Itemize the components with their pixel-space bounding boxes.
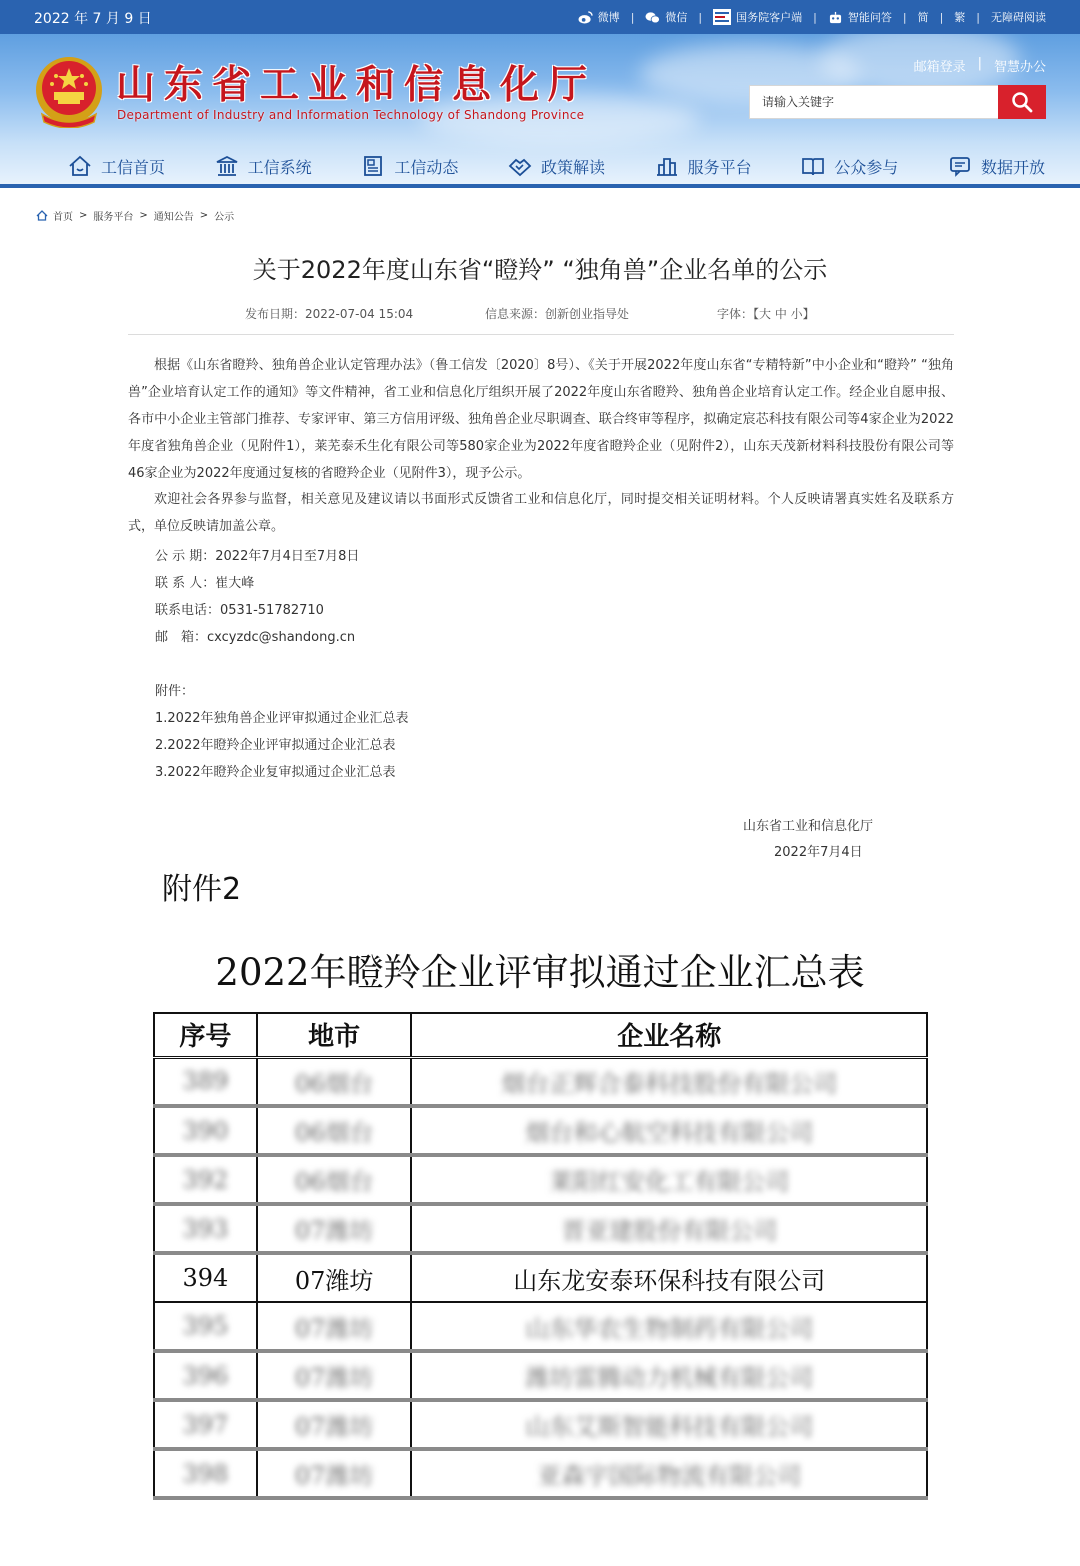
- breadcrumb-service[interactable]: 服务平台: [93, 212, 134, 223]
- top-separator: |: [813, 10, 817, 24]
- nav-item-data[interactable]: [948, 146, 1045, 186]
- cell-number: 398: [154, 1449, 257, 1498]
- attachment-link[interactable]: 2.2022年瞪羚企业评审拟通过企业汇总表: [155, 738, 396, 753]
- nav-item-system[interactable]: [215, 146, 312, 186]
- search-input[interactable]: [750, 86, 998, 118]
- cell-city: 06烟台: [257, 1057, 412, 1106]
- table-row: [154, 1155, 927, 1204]
- cell-number: 395: [154, 1302, 257, 1351]
- home-icon: [68, 155, 92, 177]
- top-separator: |: [902, 10, 907, 24]
- signature-org: 山东省工业和信息化厅: [743, 819, 874, 834]
- breadcrumb: [36, 208, 234, 223]
- cell-company-name: 山东华农生物制药有限公司: [411, 1302, 927, 1351]
- site-header: [0, 34, 1080, 186]
- cell-number: 389: [154, 1057, 257, 1106]
- cell-company-name: 莱阳红安化工有限公司: [411, 1155, 927, 1204]
- nav-label: 服务平台: [687, 157, 752, 177]
- robot-icon: [828, 11, 843, 24]
- site-name-english: Department of Industry and Information Technology of Shandong Province: [117, 108, 585, 122]
- cell-number: 396: [154, 1351, 257, 1400]
- enterprise-table: [153, 1012, 928, 1500]
- cell-city: 07潍坊: [257, 1302, 412, 1351]
- article-paragraph: 根据《山东省瞪羚、独角兽企业认定管理办法》（鲁工信发〔2020〕8号）、《关于开展2022年度山东省“专精特新”中小企业和“瞪羚” “独角兽”企业培育认定工作的通知》等文件精神，省工业和信息化厅组织开展了2022年度山东省瞪羚、独角兽企业培育认定工作。经企业自愿申报、各市中小企业主管部门推荐、专家评审、第三方信用评级、独角兽企业尽职调查、联合终审等程序，拟确定宸芯科技有限公司等4家企业为2022年度省独角兽企业（见附件1），莱芜泰禾生化有限公司等580家企业为2022年度省瞪羚企业（见附件2），山东天茂新材料科技股份有限公司等46家企业为2022年度通过复核的省瞪羚企业（见附件3），现予公示。: [128, 358, 954, 481]
- search-box: [749, 85, 1046, 119]
- search-button[interactable]: [998, 85, 1046, 119]
- cell-city: 07潍坊: [257, 1253, 412, 1302]
- table-row: [154, 1253, 927, 1302]
- cell-number: 390: [154, 1106, 257, 1155]
- table-body: [154, 1057, 927, 1498]
- top-links: [578, 9, 1046, 25]
- breadcrumb-separator: >: [139, 210, 148, 221]
- top-separator: |: [698, 10, 703, 24]
- cell-company-name: 亚森宇国际物流有限公司: [411, 1449, 927, 1498]
- site-name[interactable]: 山东省工业和信息化厅: [116, 62, 597, 108]
- handshake-icon: [508, 155, 532, 177]
- attachment-link[interactable]: 1.2022年独角兽企业评审拟通过企业汇总表: [155, 711, 409, 726]
- article-title: 关于2022年度山东省“瞪羚” “独角兽”企业名单的公示: [252, 256, 828, 284]
- cell-number: 397: [154, 1400, 257, 1449]
- attachment-title: 2022年瞪羚企业评审拟通过企业汇总表: [215, 951, 865, 994]
- nav-label: 数据开放: [980, 157, 1045, 177]
- cell-company-name: 晋亚建股份有限公司: [411, 1204, 927, 1253]
- gov-app-icon: [713, 9, 731, 25]
- header-no: 序号: [154, 1013, 257, 1057]
- weibo-icon: [578, 11, 593, 24]
- cell-city: 07潍坊: [257, 1351, 412, 1400]
- info-source: 信息来源：创新创业指导处: [485, 307, 630, 321]
- table-row: [154, 1057, 927, 1106]
- header-company: 企业名称: [411, 1013, 927, 1057]
- nav-label: 政策解读: [540, 157, 605, 177]
- search-icon: [1011, 91, 1033, 113]
- gov-app-label: 国务院客户端: [736, 11, 803, 24]
- nav-item-home[interactable]: [68, 146, 165, 186]
- accessible-reading-link[interactable]: 无障碍阅读: [991, 11, 1046, 24]
- cell-city: 06烟台: [257, 1155, 412, 1204]
- table-header-row: [154, 1013, 927, 1057]
- top-separator: |: [630, 10, 635, 24]
- breadcrumb-separator: >: [199, 210, 209, 221]
- wechat-label: 微信: [665, 11, 688, 24]
- breadcrumb-home[interactable]: 首页: [53, 212, 73, 223]
- attachment-label: 附件2: [162, 872, 242, 907]
- building-icon: [215, 155, 239, 177]
- contact-phone: 联系电话：0531-51782710: [155, 603, 324, 618]
- attachment-link[interactable]: 3.2022年瞪羚企业复审拟通过企业汇总表: [155, 765, 396, 780]
- table-row: [154, 1204, 927, 1253]
- cell-city: 07潍坊: [257, 1400, 412, 1449]
- ai-qa-label: 智能问答: [847, 11, 892, 24]
- breadcrumb-current[interactable]: 公示: [214, 212, 235, 223]
- chat-icon: [948, 155, 972, 177]
- home-icon: [36, 210, 48, 221]
- top-bar: [0, 0, 1080, 34]
- cell-city: 07潍坊: [257, 1204, 412, 1253]
- notice-period: 公 示 期：2022年7月4日至7月8日: [155, 549, 360, 564]
- smart-office-link[interactable]: 智慧办公: [993, 60, 1046, 75]
- weibo-link[interactable]: [578, 9, 620, 25]
- nav-label: 公众参与: [834, 157, 899, 177]
- nav-item-news[interactable]: [361, 146, 458, 186]
- cell-city: 07潍坊: [257, 1449, 412, 1498]
- table-row: [154, 1302, 927, 1351]
- cell-company-name: 烟台正辉合泰科技股份有限公司: [411, 1057, 927, 1106]
- news-icon: [361, 155, 385, 177]
- main-nav: [0, 146, 1080, 186]
- cell-company-name: 山东艾斯智能科技有限公司: [411, 1400, 927, 1449]
- cell-company-name: 潍坊雷腾动力机械有限公司: [411, 1351, 927, 1400]
- cell-company-name: 山东龙安泰环保科技有限公司: [411, 1253, 927, 1302]
- wechat-icon: [645, 11, 660, 24]
- breadcrumb-separator: >: [79, 210, 88, 221]
- table-row: [154, 1351, 927, 1400]
- attachments-label: 附件：: [155, 684, 195, 699]
- nav-label: 工信系统: [247, 157, 312, 177]
- ai-qa-link[interactable]: [828, 9, 892, 25]
- contact-person: 联 系 人：崔大峰: [155, 576, 255, 591]
- top-separator: |: [976, 10, 980, 24]
- contact-email: 邮 箱：cxcyzdc@shandong.cn: [155, 630, 356, 645]
- current-date: 2022 年 7 月 9 日: [34, 11, 152, 27]
- nav-item-public[interactable]: [801, 146, 898, 186]
- header-separator: |: [977, 56, 982, 71]
- nav-underline: [0, 184, 1080, 188]
- table-row: [154, 1106, 927, 1155]
- nav-item-service[interactable]: [655, 146, 752, 186]
- cell-number: 392: [154, 1155, 257, 1204]
- cell-number: 393: [154, 1204, 257, 1253]
- gov-app-link[interactable]: [713, 9, 802, 25]
- title-divider: [128, 334, 954, 335]
- cell-city: 06烟台: [257, 1106, 412, 1155]
- font-size-control[interactable]: 字体：【大 中 小】: [717, 307, 815, 321]
- table-row: [154, 1400, 927, 1449]
- signature-date: 2022年7月4日: [774, 845, 863, 860]
- national-emblem-icon[interactable]: [34, 56, 104, 128]
- top-separator: |: [939, 10, 944, 24]
- nav-label: 工信动态: [394, 157, 459, 177]
- breadcrumb-notice[interactable]: 通知公告: [153, 212, 194, 223]
- book-icon: [801, 155, 825, 177]
- header-links: [914, 56, 1046, 75]
- wechat-link[interactable]: [645, 9, 687, 25]
- article-paragraph: 欢迎社会各界参与监督，相关意见及建议请以书面形式反馈省工业和信息化厅，同时提交相关证明材料。个人反映请署真实姓名及联系方式，单位反映请加盖公章。: [128, 492, 954, 534]
- publish-date: 发布日期：2022-07-04 15:04: [245, 307, 414, 321]
- nav-item-policy[interactable]: [508, 146, 605, 186]
- header-city: 地市: [257, 1013, 412, 1057]
- nav-label: 工信首页: [101, 157, 166, 177]
- cell-company-name: 烟台和心航空科技有限公司: [411, 1106, 927, 1155]
- weibo-label: 微博: [597, 11, 620, 24]
- cell-number: 394: [154, 1253, 257, 1302]
- table-row: [154, 1449, 927, 1498]
- simplified-link[interactable]: 简: [917, 11, 929, 24]
- traditional-link[interactable]: 繁: [954, 11, 966, 24]
- mail-login-link[interactable]: 邮箱登录: [913, 60, 966, 75]
- city-icon: [655, 155, 679, 177]
